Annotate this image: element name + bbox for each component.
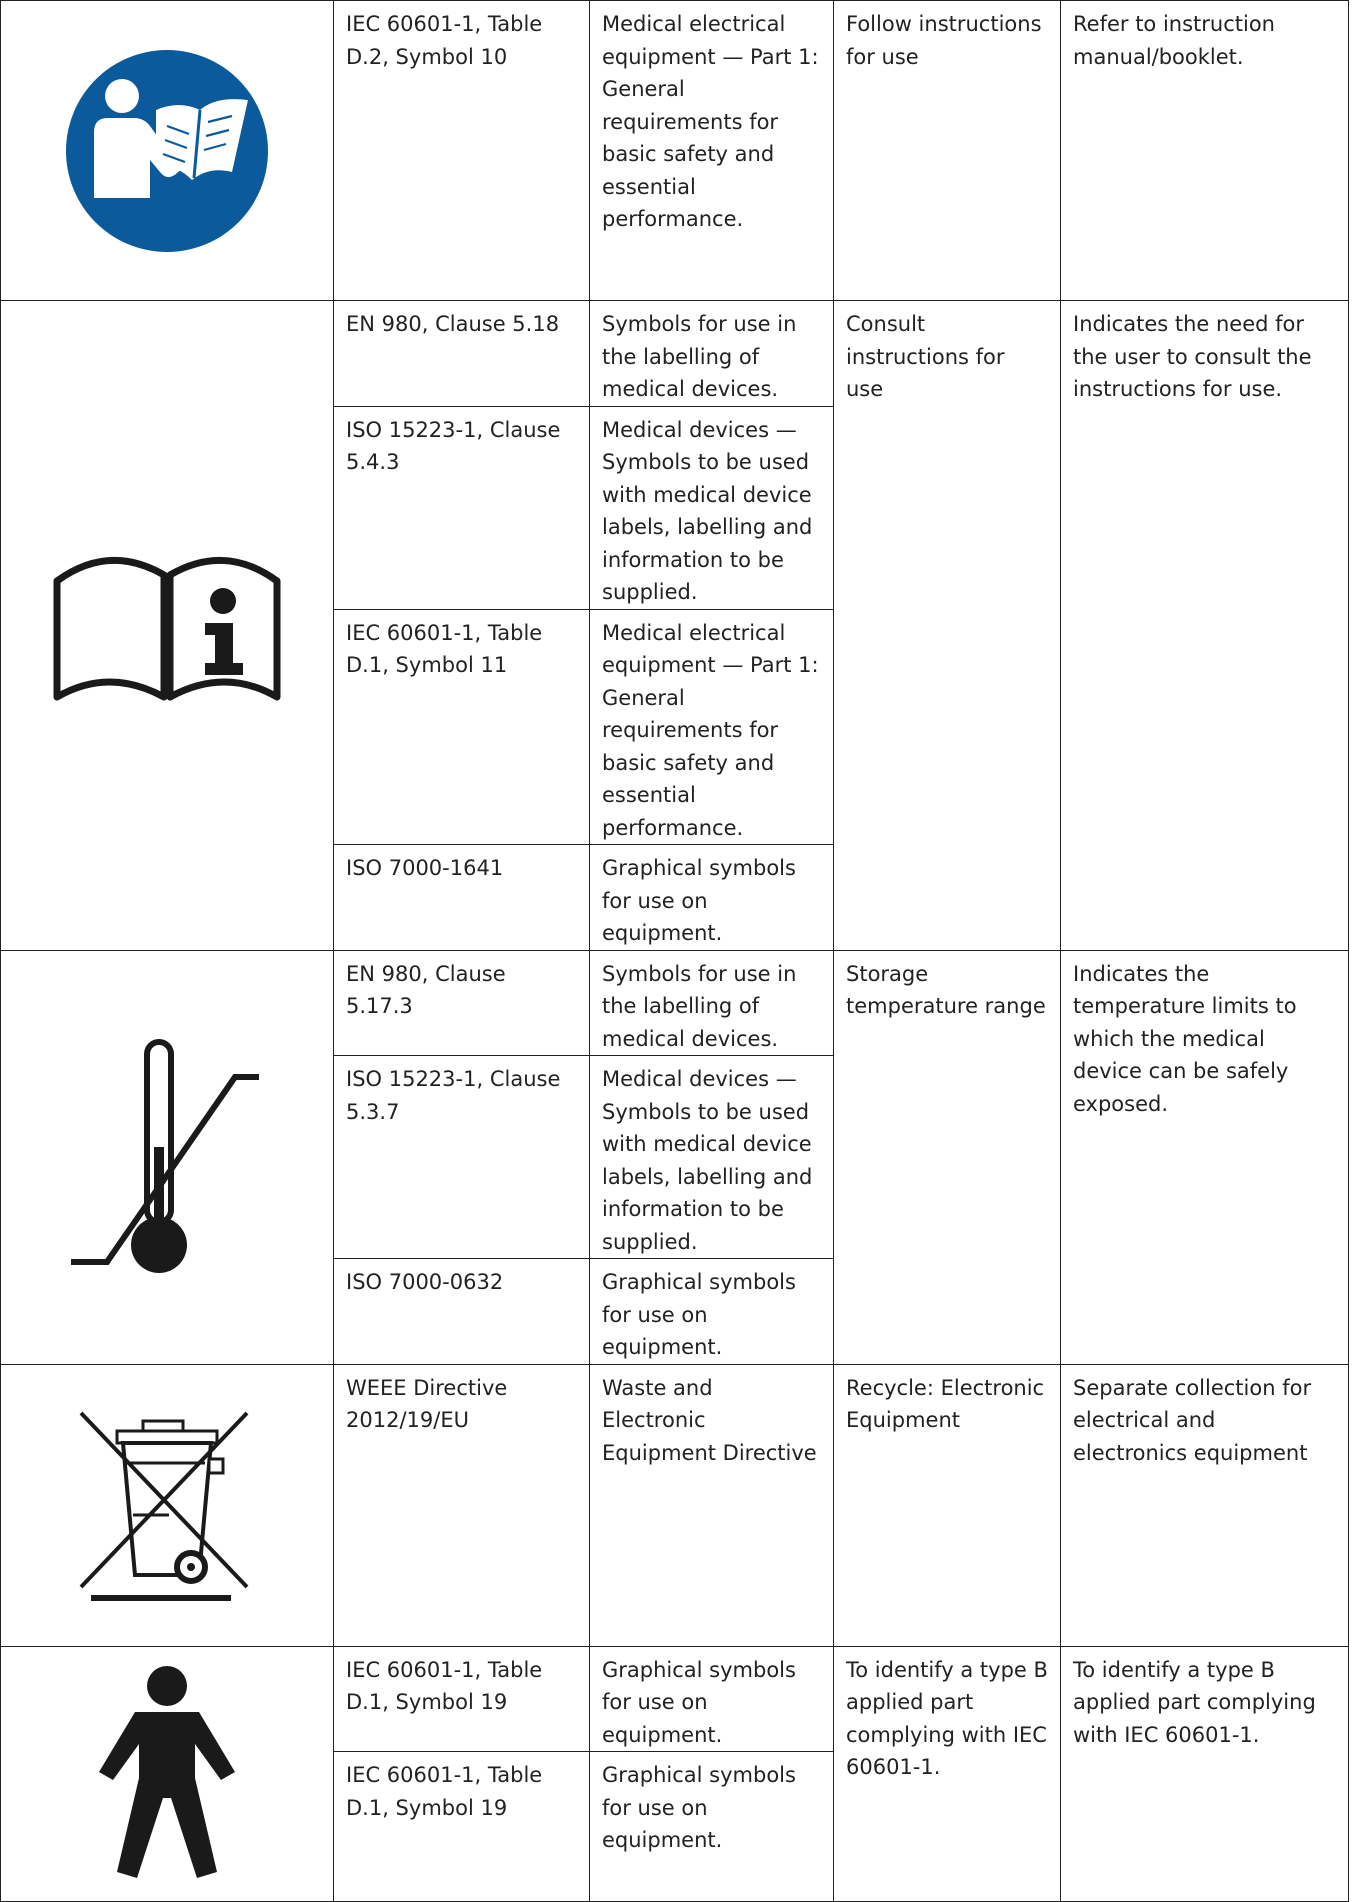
symbol-row [1,950,1349,1056]
standard-cell: IEC 60601-1, Table D.2, Symbol 10 [334,1,590,301]
symbol-row [1,1364,1349,1646]
description-cell: Indicates the need for the user to consult the instructions for use. [1061,301,1349,951]
meaning-cell: To identify a type B applied part complying with IEC 60601-1. [834,1646,1061,1902]
symbol-row [1,1,1349,301]
symbol-cell [1,1,334,301]
description-cell: Refer to instruction manual/booklet. [1061,1,1349,301]
title-cell: Waste and Electronic Equipment Directive [590,1364,834,1646]
standard-cell: WEEE Directive 2012/19/EU [334,1364,590,1646]
title-cell: Medical electrical equipment — Part 1: General requirements for basic safety and essential performance. [590,1,834,301]
read-manual-icon [64,48,270,254]
meaning-cell: Recycle: Electronic Equipment [834,1364,1061,1646]
title-cell: Medical devices — Symbols to be used with medical device labels, labelling and information to be supplied. [590,406,834,609]
symbol-row [1,1646,1349,1752]
weee-bin-icon [77,1405,257,1605]
title-cell: Graphical symbols for use on equipment. [590,1646,834,1752]
standard-cell: IEC 60601-1, Table D.1, Symbol 19 [334,1646,590,1752]
standard-cell: EN 980, Clause 5.18 [334,301,590,407]
meaning-cell: Follow instructions for use [834,1,1061,301]
meaning-cell: Storage temperature range [834,950,1061,1364]
title-cell: Graphical symbols for use on equipment. [590,1259,834,1365]
symbol-cell [1,1646,334,1902]
type-b-applied-part-icon [97,1664,237,1884]
standard-cell: ISO 7000-0632 [334,1259,590,1365]
standard-cell: IEC 60601-1, Table D.1, Symbol 11 [334,609,590,845]
standard-cell: ISO 7000-1641 [334,845,590,951]
description-cell: Separate collection for electrical and electronics equipment [1061,1364,1349,1646]
title-cell: Graphical symbols for use on equipment. [590,1752,834,1902]
description-cell: To identify a type B applied part complying with IEC 60601-1. [1061,1646,1349,1902]
symbol-cell [1,301,334,951]
symbol-cell [1,950,334,1364]
title-cell: Graphical symbols for use on equipment. [590,845,834,951]
title-cell: Medical electrical equipment — Part 1: General requirements for basic safety and essential performance. [590,609,834,845]
title-cell: Medical devices — Symbols to be used with medical device labels, labelling and information to be supplied. [590,1056,834,1259]
symbol-row [1,301,1349,407]
description-cell: Indicates the temperature limits to which the medical device can be safely exposed. [1061,950,1349,1364]
title-cell: Symbols for use in the labelling of medical devices. [590,301,834,407]
title-cell: Symbols for use in the labelling of medical devices. [590,950,834,1056]
standard-cell: IEC 60601-1, Table D.1, Symbol 19 [334,1752,590,1902]
consult-instructions-icon [51,545,283,705]
meaning-cell: Consult instructions for use [834,301,1061,951]
thermometer-icon [67,1037,267,1277]
standard-cell: EN 980, Clause 5.17.3 [334,950,590,1056]
standard-cell: ISO 15223-1, Clause 5.3.7 [334,1056,590,1259]
standard-cell: ISO 15223-1, Clause 5.4.3 [334,406,590,609]
symbol-cell [1,1364,334,1646]
